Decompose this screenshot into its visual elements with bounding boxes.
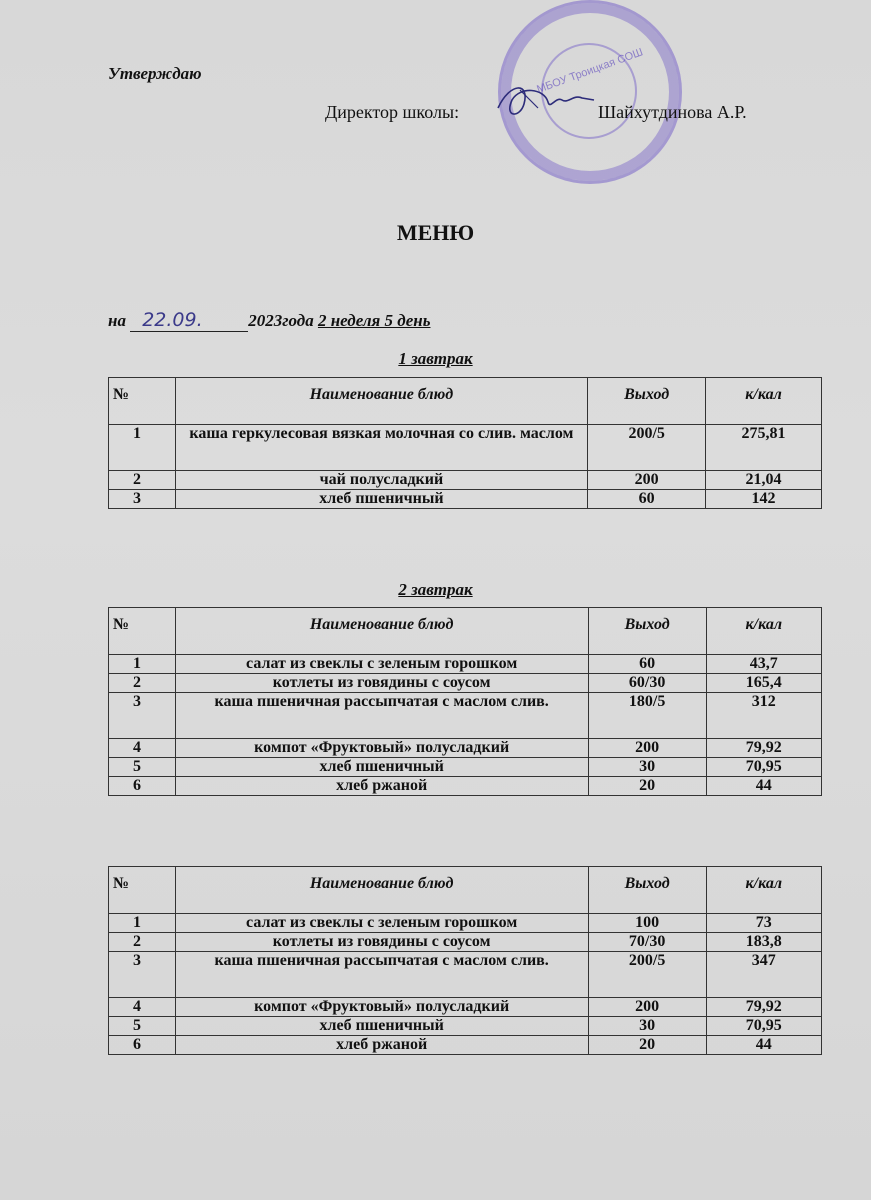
row-kcal: 142 <box>706 490 822 509</box>
table-row <box>109 952 822 998</box>
table-breakfast-2 <box>108 607 822 796</box>
row-out: 30 <box>588 1017 706 1036</box>
row-out: 20 <box>588 777 706 796</box>
col-name: Наименование блюд <box>175 867 588 914</box>
col-kcal: к/кал <box>706 378 822 425</box>
table-row <box>109 655 822 674</box>
row-name: каша геркулесовая вязкая молочная со слив. маслом <box>175 425 588 471</box>
table-row <box>109 471 822 490</box>
row-kcal: 275,81 <box>706 425 822 471</box>
table-older-grades <box>108 866 822 1055</box>
table-row <box>109 1036 822 1055</box>
row-num: 6 <box>109 1036 176 1055</box>
row-name: салат из свеклы с зеленым горошком <box>175 914 588 933</box>
date-year: 2023года <box>248 311 314 330</box>
table-row <box>109 1017 822 1036</box>
page-title: МЕНЮ <box>396 220 475 245</box>
row-num: 3 <box>109 952 176 998</box>
row-out: 180/5 <box>588 693 706 739</box>
col-out: Выход <box>588 608 706 655</box>
table-row <box>109 490 822 509</box>
row-out: 70/30 <box>588 933 706 952</box>
col-num: № <box>109 867 176 914</box>
table-row <box>109 777 822 796</box>
row-name: хлеб пшеничный <box>175 758 588 777</box>
row-num: 4 <box>109 998 176 1017</box>
col-num: № <box>109 378 176 425</box>
table-row <box>109 758 822 777</box>
row-name: хлеб ржаной <box>175 777 588 796</box>
date-handwritten: 22.09. <box>130 309 248 332</box>
row-kcal: 70,95 <box>706 758 821 777</box>
section-title-breakfast-1: 1 завтрак <box>398 349 473 368</box>
table-row <box>109 425 822 471</box>
row-num: 1 <box>109 914 176 933</box>
table-row <box>109 739 822 758</box>
col-kcal: к/кал <box>706 867 821 914</box>
row-out: 20 <box>588 1036 706 1055</box>
row-out: 200 <box>588 471 706 490</box>
row-kcal: 79,92 <box>706 998 821 1017</box>
row-kcal: 347 <box>706 952 821 998</box>
row-num: 3 <box>109 490 176 509</box>
row-out: 60 <box>588 490 706 509</box>
row-name: хлеб ржаной <box>175 1036 588 1055</box>
table-header-row <box>109 378 822 425</box>
row-kcal: 70,95 <box>706 1017 821 1036</box>
row-num: 2 <box>109 674 176 693</box>
table-row <box>109 674 822 693</box>
row-num: 6 <box>109 777 176 796</box>
row-kcal: 183,8 <box>706 933 821 952</box>
table-row <box>109 998 822 1017</box>
table-row <box>109 693 822 739</box>
table-header-row <box>109 867 822 914</box>
row-out: 60/30 <box>588 674 706 693</box>
row-name: компот «Фруктовый» полусладкий <box>175 998 588 1017</box>
row-num: 2 <box>109 933 176 952</box>
col-out: Выход <box>588 867 706 914</box>
row-out: 200/5 <box>588 425 706 471</box>
date-line <box>108 309 431 332</box>
row-out: 200/5 <box>588 952 706 998</box>
approve-label: Утверждаю <box>108 64 202 83</box>
row-num: 5 <box>109 758 176 777</box>
row-num: 5 <box>109 1017 176 1036</box>
row-kcal: 79,92 <box>706 739 821 758</box>
director-label: Директор школы: <box>325 102 460 122</box>
table-header-row <box>109 608 822 655</box>
row-name: хлеб пшеничный <box>175 490 588 509</box>
row-kcal: 73 <box>706 914 821 933</box>
row-out: 60 <box>588 655 706 674</box>
table-row <box>109 914 822 933</box>
row-name: котлеты из говядины с соусом <box>175 933 588 952</box>
row-num: 2 <box>109 471 176 490</box>
row-out: 200 <box>588 739 706 758</box>
row-kcal: 165,4 <box>706 674 821 693</box>
row-kcal: 44 <box>706 777 821 796</box>
row-name: хлеб пшеничный <box>175 1017 588 1036</box>
row-kcal: 43,7 <box>706 655 821 674</box>
row-name: каша пшеничная рассыпчатая с маслом слив. <box>175 952 588 998</box>
row-name: чай полусладкий <box>175 471 588 490</box>
section-title-breakfast-2: 2 завтрак <box>398 580 473 599</box>
week-day: 2 неделя 5 день <box>317 311 431 330</box>
director-name: Шайхутдинова А.Р. <box>598 102 747 122</box>
table-breakfast-1 <box>108 377 822 509</box>
row-num: 1 <box>109 425 176 471</box>
date-prefix: на <box>108 311 126 330</box>
row-num: 1 <box>109 655 176 674</box>
row-num: 4 <box>109 739 176 758</box>
col-out: Выход <box>588 378 706 425</box>
col-name: Наименование блюд <box>175 378 588 425</box>
row-out: 30 <box>588 758 706 777</box>
col-kcal: к/кал <box>706 608 821 655</box>
row-out: 200 <box>588 998 706 1017</box>
row-out: 100 <box>588 914 706 933</box>
col-num: № <box>109 608 176 655</box>
col-name: Наименование блюд <box>175 608 588 655</box>
row-kcal: 44 <box>706 1036 821 1055</box>
row-name: каша пшеничная рассыпчатая с маслом слив. <box>175 693 588 739</box>
row-kcal: 21,04 <box>706 471 822 490</box>
row-name: котлеты из говядины с соусом <box>175 674 588 693</box>
row-name: салат из свеклы с зеленым горошком <box>175 655 588 674</box>
row-name: компот «Фруктовый» полусладкий <box>175 739 588 758</box>
signature-icon <box>490 78 610 124</box>
row-num: 3 <box>109 693 176 739</box>
stamp-text: МБОУ Троицкая СОШ <box>535 46 645 96</box>
table-row <box>109 933 822 952</box>
row-kcal: 312 <box>706 693 821 739</box>
